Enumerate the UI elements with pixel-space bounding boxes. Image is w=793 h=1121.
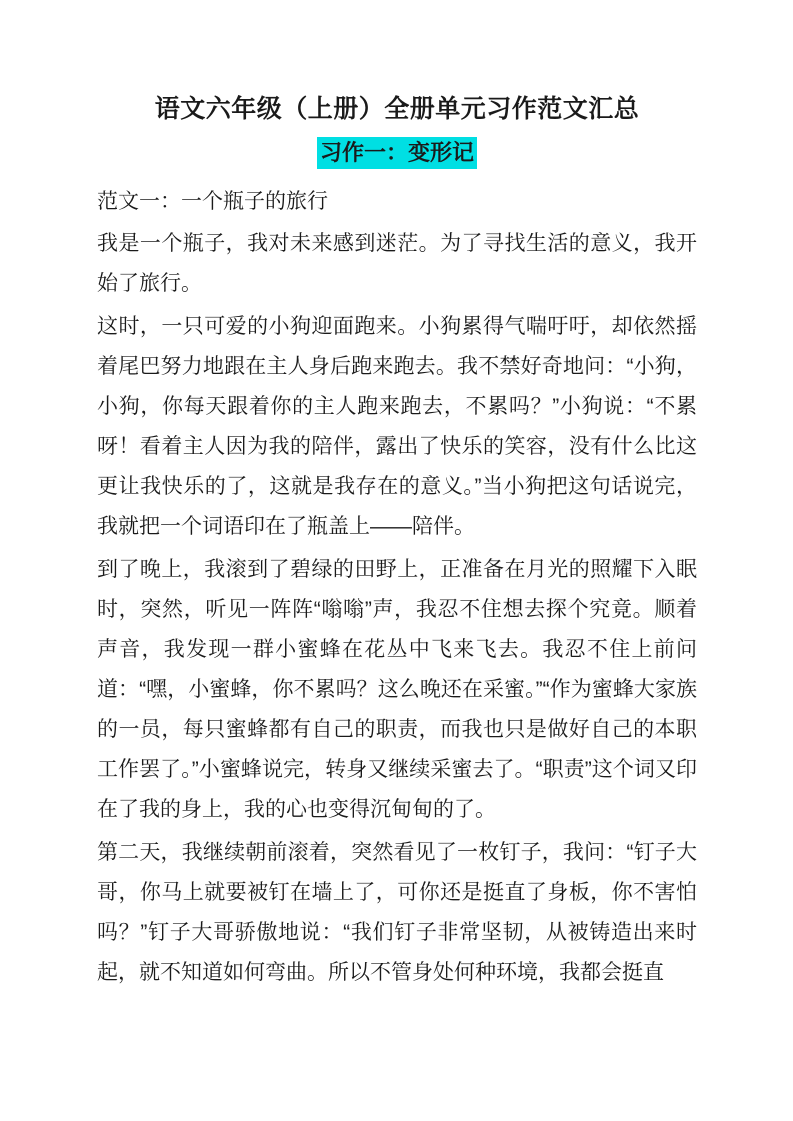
section-heading-highlight: 习作一：变形记 xyxy=(317,137,477,169)
essay-title: 范文一：一个瓶子的旅行 xyxy=(97,190,328,213)
document-title: 语文六年级（上册）全册单元习作范文汇总 xyxy=(154,95,640,123)
essay-paragraph: 我是一个瓶子，我对未来感到迷茫。为了寻找生活的意义，我开始了旅行。 xyxy=(97,232,697,295)
essay-paragraph: 这时，一只可爱的小狗迎面跑来。小狗累得气喘吁吁，却依然摇着尾巴努力地跟在主人身后跑来跑去。我不禁好奇地问：“小狗，小狗，你每天跟着你的主人跑来跑去，不累吗？”小狗说：“不累呀！看着主人因为我的陪伴，露出了快乐的笑容，没有什么比这更让我快乐的了，这就是我存在的意义。”当小狗把这句话说完，我就把一个词语印在了瓶盖上——陪伴。 xyxy=(97,315,697,538)
essay-paragraph: 到了晚上，我滚到了碧绿的田野上，正准备在月光的照耀下入眠时，突然，听见一阵阵“嗡嗡”声，我忍不住想去探个究竟。顺着声音，我发现一群小蜜蜂在花丛中飞来飞去。我忍不住上前问道：“嘿，小蜜蜂，你不累吗？这么晚还在采蜜。”“作为蜜蜂大家族的一员，每只蜜蜂都有自己的职责，而我也只是做好自己的本职工作罢了。”小蜜蜂说完，转身又继续采蜜去了。“职责”这个词又印在了我的身上，我的心也变得沉甸甸的了。 xyxy=(97,558,697,821)
section-heading xyxy=(97,137,697,169)
essay-paragraph: 第二天，我继续朝前滚着，突然看见了一枚钉子，我问：“钉子大哥，你马上就要被钉在墙上了，可你还是挺直了身板，你不害怕吗？”钉子大哥骄傲地说：“我们钉子非常坚韧，从被铸造出来时起，就不知道如何弯曲。所以不管身处何种环境，我都会挺直 xyxy=(97,841,697,984)
